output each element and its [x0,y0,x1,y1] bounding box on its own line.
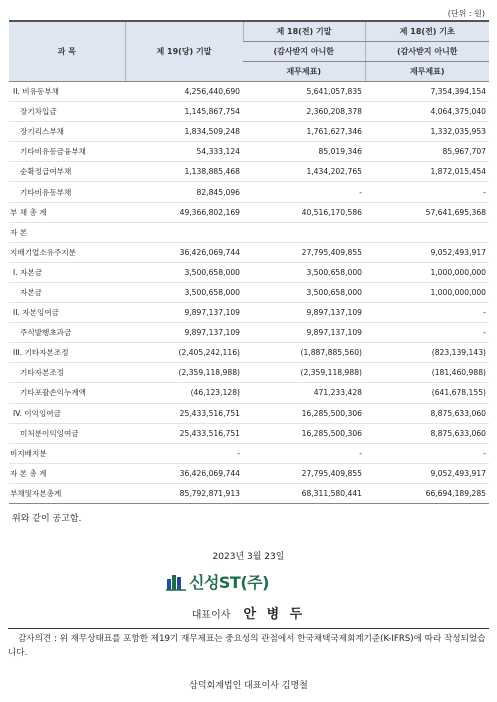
prior-end-value: 16,285,500,306 [243,423,365,443]
prior-begin-value: 1,872,015,454 [365,162,489,182]
current-period-value: 1,834,509,248 [125,122,243,142]
current-period-value: 3,500,658,000 [125,262,243,282]
prior-begin-value: 1,000,000,000 [365,262,489,282]
ceo-title: 대표이사 [191,610,231,621]
balance-sheet-body [9,82,489,504]
row-label: I. 자본금 [9,262,125,282]
header-current-period: 제 19(당) 기말 [125,21,243,82]
prior-end-value: 40,516,170,586 [243,202,365,222]
prior-end-value: 3,500,658,000 [243,282,365,302]
table-row [9,423,489,443]
prior-begin-value: 85,967,707 [365,142,489,162]
notice-date: 2023년 3월 23일 [212,552,285,562]
row-label: II. 비유동부채 [9,82,125,102]
prior-begin-value [365,222,489,242]
prior-begin-value: (641,678,155) [365,383,489,403]
table-row [9,463,489,483]
current-period-value: 1,138,885,468 [125,162,243,182]
company-logo-icon [166,573,186,591]
prior-end-value: 471,233,428 [243,383,365,403]
header-prior-begin-note: (감사받지 아니한 [365,42,489,62]
table-row [9,82,489,102]
table-row [9,443,489,463]
prior-end-value: (1,887,885,560) [243,343,365,363]
unit-label: (단위 : 원) [447,9,485,18]
row-label: 장기차입금 [9,102,125,122]
current-period-value: 25,433,516,751 [125,423,243,443]
prior-begin-value: 4,064,375,040 [365,102,489,122]
row-label: 부 채 총 계 [9,202,125,222]
header-prior-end-note: (감사받지 아니한 [243,42,365,62]
prior-end-value: 9,897,137,109 [243,323,365,343]
ceo-signature [0,603,497,622]
table-row [9,182,489,202]
prior-begin-value: 8,875,633,060 [365,403,489,423]
table-row [9,282,489,302]
prior-begin-value: 8,875,633,060 [365,423,489,443]
row-label: 주식발행초과금 [9,323,125,343]
prior-begin-value: 9,052,493,917 [365,242,489,262]
row-label: 부채및자본총계 [9,483,125,503]
balance-sheet-table [9,20,489,504]
row-label: 비지배지분 [9,443,125,463]
prior-begin-value: 7,354,394,154 [365,82,489,102]
ceo-name: 안 병 두 [243,607,306,622]
prior-begin-value: - [365,443,489,463]
row-label: 미처분이익잉여금 [9,423,125,443]
prior-end-value: 68,311,580,441 [243,483,365,503]
row-label: IV. 이익잉여금 [9,403,125,423]
prior-end-value: - [243,443,365,463]
current-period-value: (2,359,118,988) [125,363,243,383]
table-row [9,142,489,162]
table-row [9,202,489,222]
table-row [9,242,489,262]
current-period-value: 36,426,069,744 [125,463,243,483]
current-period-value: (2,405,242,116) [125,343,243,363]
company-logo [166,570,269,593]
table-row [9,343,489,363]
public-notice: 위와 같이 공고함. [12,514,82,524]
table-row [9,403,489,423]
current-period-value: (46,123,128) [125,383,243,403]
header-prior-end-note2: 재무제표) [243,62,365,82]
prior-end-value: - [243,182,365,202]
row-label: 기타자본조정 [9,363,125,383]
prior-begin-value: 1,332,035,953 [365,122,489,142]
prior-begin-value: - [365,182,489,202]
current-period-value: 9,897,137,109 [125,303,243,323]
current-period-value: - [125,443,243,463]
row-label: II. 자본잉여금 [9,303,125,323]
row-label: 기타포괄손익누계액 [9,383,125,403]
table-row [9,222,489,242]
header-account: 과 목 [9,21,125,82]
row-label: 순확정급여부채 [9,162,125,182]
prior-end-value: 9,897,137,109 [243,303,365,323]
prior-end-value: 3,500,658,000 [243,262,365,282]
prior-begin-value: 57,641,695,368 [365,202,489,222]
table-row [9,303,489,323]
prior-end-value: 27,795,409,855 [243,463,365,483]
row-label: 자본금 [9,282,125,302]
header-prior-begin-note2: 재무제표) [365,62,489,82]
current-period-value: 3,500,658,000 [125,282,243,302]
current-period-value: 1,145,867,754 [125,102,243,122]
row-label: 지배기업소유주지분 [9,242,125,262]
current-period-value: 4,256,440,690 [125,82,243,102]
row-label: 장기리스부채 [9,122,125,142]
prior-end-value: 85,019,346 [243,142,365,162]
prior-begin-value: - [365,323,489,343]
table-row [9,363,489,383]
current-period-value: 9,897,137,109 [125,323,243,343]
company-logo-text: 신성ST(주) [189,573,269,592]
current-period-value: 85,792,871,913 [125,483,243,503]
row-label: 기타비유동금융부채 [9,142,125,162]
header-prior-begin: 제 18(전) 기초 [365,21,489,42]
prior-end-value: 16,285,500,306 [243,403,365,423]
prior-end-value: (2,359,118,988) [243,363,365,383]
current-period-value: 25,433,516,751 [125,403,243,423]
prior-begin-value: (181,460,988) [365,363,489,383]
row-label: III. 기타자본조정 [9,343,125,363]
table-row [9,483,489,503]
current-period-value: 82,845,096 [125,182,243,202]
prior-end-value: 1,434,202,765 [243,162,365,182]
current-period-value [125,222,243,242]
table-row [9,262,489,282]
prior-begin-value: 1,000,000,000 [365,282,489,302]
current-period-value: 54,333,124 [125,142,243,162]
prior-end-value: 27,795,409,855 [243,242,365,262]
prior-end-value: 2,360,208,378 [243,102,365,122]
current-period-value: 49,366,802,169 [125,202,243,222]
auditor-name: 삼덕회계법인 대표이사 김명철 [189,681,308,691]
row-label: 기타비유동부채 [9,182,125,202]
prior-begin-value: 66,694,189,285 [365,483,489,503]
row-label: 자 본 총 계 [9,463,125,483]
table-row [9,383,489,403]
audit-opinion: 감사의견 : 위 재무상태표를 포함한 제19기 재무제표는 중요성의 관점에서 한국채택국제회계기준(K-IFRS)에 따라 작성되었습니다. [8,628,489,660]
prior-begin-value: - [365,303,489,323]
table-row [9,122,489,142]
table-row [9,102,489,122]
prior-end-value [243,222,365,242]
prior-begin-value: (823,139,143) [365,343,489,363]
prior-begin-value: 9,052,493,917 [365,463,489,483]
table-row [9,162,489,182]
header-prior-end: 제 18(전) 기말 [243,21,365,42]
prior-end-value: 5,641,057,835 [243,82,365,102]
table-row [9,323,489,343]
prior-end-value: 1,761,627,346 [243,122,365,142]
row-label: 자 본 [9,222,125,242]
current-period-value: 36,426,069,744 [125,242,243,262]
